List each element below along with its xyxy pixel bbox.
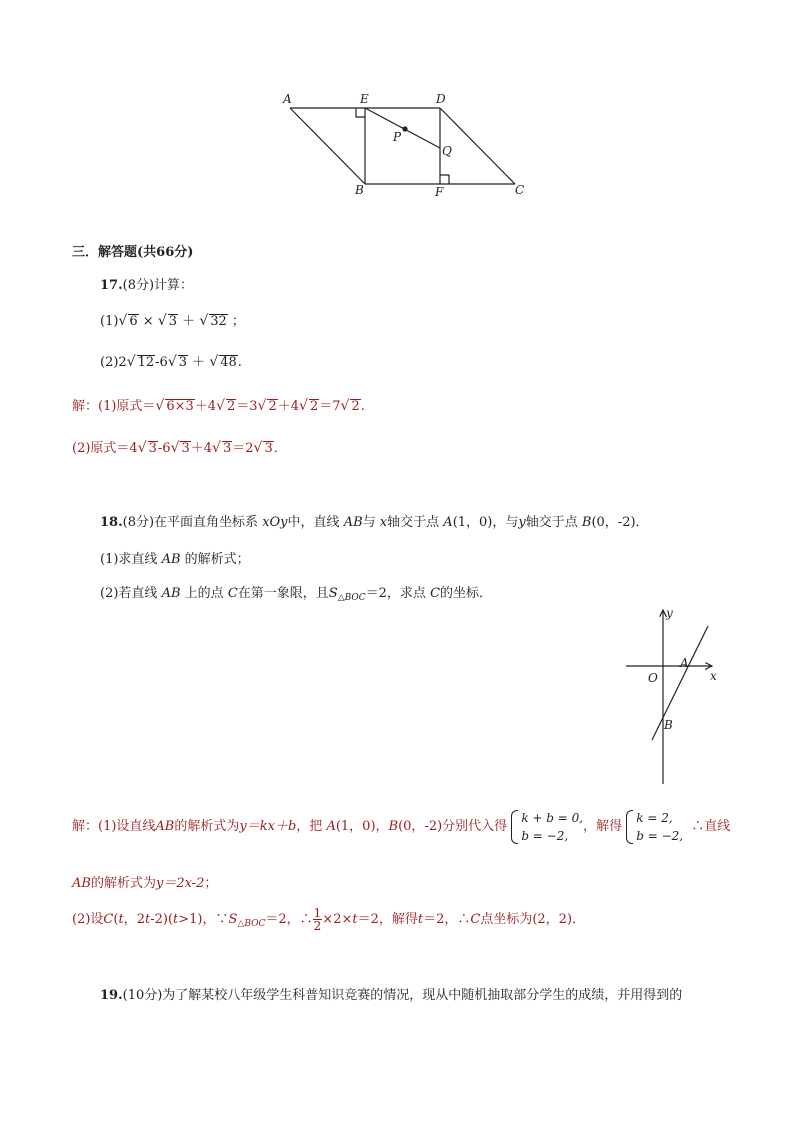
q17-sol1-eq2: ＝7 (319, 399, 341, 414)
label-Q: Q (442, 144, 452, 158)
q18-sol1c-ab: AB (72, 876, 91, 891)
q18-stem-e: (1，0)，与 (452, 515, 519, 530)
q18-solution-1-cont (72, 872, 217, 891)
q17-sol2-r1: 3 (148, 441, 157, 456)
q18-sol2-d: -2)( (150, 912, 174, 927)
q18-sol1c-a: 的解析式为 (90, 876, 156, 891)
q18-sys1-line1: k + b = 0, (521, 810, 584, 825)
q19-stem (100, 984, 682, 1003)
q18-equation-system-1 (511, 809, 583, 845)
q18-sol2-c-text: ，2 (123, 912, 145, 927)
q18-sol2-frac-den: 2 (313, 919, 322, 933)
line-ab (652, 626, 708, 740)
q18-stem (100, 511, 649, 530)
q17-sol2-r4: 3 (264, 441, 273, 456)
label-D: D (436, 92, 446, 106)
q18-a: A (443, 515, 453, 530)
q17-part1-radicand-3: 32 (210, 314, 227, 329)
q17-part1-radicand-1: 6 (129, 314, 138, 329)
q18-part1 (100, 548, 250, 567)
q18-stem-a: (8分)在平面直角坐标系 (122, 515, 259, 530)
q18-sol2-c: C (103, 912, 114, 927)
q18-solution-2 (72, 905, 585, 939)
label-F: F (435, 185, 444, 199)
q18-x: x (379, 515, 388, 530)
q17-sol1-r1: 6×3 (166, 399, 194, 414)
q18-p2-b: 上的点 (184, 586, 224, 601)
q17-part2: (2)2√ 12-6√ 3 ＋ √ 48. (100, 354, 242, 370)
q17-solution-1: 解：(1)原式＝√ 6×3＋4√ 2＝3√ 2＋4√ 2＝7√ 2. (72, 398, 365, 414)
q18-sol2-t1: t (118, 912, 124, 927)
q18-sol2-t3: t (173, 912, 179, 927)
q18-sol2-t2: t (144, 912, 151, 927)
q17-part2-plus: ＋ (192, 355, 206, 370)
q18-p1-ab: AB (161, 552, 181, 567)
right-angle-mark-F (440, 175, 449, 184)
q17-sol2-m1: -6 (157, 441, 171, 456)
q18-equation-system-2 (626, 809, 683, 845)
coordinate-graph (620, 604, 730, 789)
q18-p2-c2: C (430, 586, 441, 601)
label-E: E (360, 92, 369, 106)
q17-sol2-r2: 3 (181, 441, 190, 456)
q17-part1-plus: ＋ (182, 314, 196, 329)
q17-part1-label: (1) (100, 314, 119, 329)
q18-sol2-j: 点坐标为(2，2)． (480, 912, 586, 927)
q18-sol2-h: ＝2，解得 (357, 912, 418, 927)
q17-sol2-pre: (2)原式＝4 (72, 441, 138, 456)
q17-sol2-end: ． (273, 441, 287, 456)
q17-solution-2: (2)原式＝4√ 3-6√ 3＋4√ 3＝2√ 3． (72, 440, 287, 456)
q18-p2-a: (2)若直线 (100, 586, 158, 601)
q18-sol2-s: S (228, 912, 238, 927)
q18-xoy: xOy (262, 515, 288, 530)
q17-sol2-eq: ＝2 (232, 441, 254, 456)
q18-sol2-sub: △BOC (237, 919, 266, 929)
q18-p2-s: S (328, 586, 338, 601)
q18-sol1-d: (1，0)， (335, 819, 389, 834)
q17-part1-radicand-2: 3 (168, 314, 178, 329)
q17-part1: (1)√ 6 × √ 3 ＋ √ 32 ； (100, 313, 245, 329)
label-P: P (393, 130, 402, 144)
q18-sol1-e: (0，-2)分别代入得 (398, 819, 508, 834)
q18-sol1c-formula: y＝2x-2 (155, 876, 205, 891)
q18-sol1c-b: ； (204, 876, 218, 891)
q17-part2-mid: -6 (155, 355, 168, 370)
q18-sol2-i: ＝2，∴ (423, 912, 471, 927)
q19-number: 19. (100, 988, 123, 1003)
q18-sol2-t4: t (352, 912, 358, 927)
q18-sol1-formula: y＝kx＋b (239, 819, 297, 834)
q18-p2-c-text: 在第一象限，且 (237, 586, 329, 601)
q18-stem-g: (0，-2)． (591, 515, 649, 530)
graph-label-o: O (648, 671, 658, 685)
q18-solution-1 (72, 807, 730, 847)
q18-p2-sub: △BOC (337, 593, 366, 603)
q18-p2-ab: AB (161, 586, 181, 601)
q18-p2-d: ＝2，求点 (365, 586, 426, 601)
q18-sol2-f: ＝2，∴ (265, 912, 313, 927)
label-B: B (355, 183, 364, 197)
q18-number: 18. (100, 515, 123, 530)
q19-stem-text: (10分)为了解某校八年级学生科普知识竞赛的情况，现从中随机抽取部分学生的成绩，并用得到的 (122, 988, 683, 1003)
q18-p2-c: C (227, 586, 238, 601)
q18-sol2-frac-num: 1 (313, 906, 322, 920)
q18-b: B (581, 515, 592, 530)
segment-AB (290, 108, 365, 184)
q18-sol1-c: ，把 (296, 819, 323, 834)
q17-sol2-r3: 3 (222, 441, 232, 456)
q17-sol1-r5: 2 (351, 399, 360, 414)
segment-EQ (365, 108, 440, 148)
q18-p2-e: 的坐标． (440, 586, 493, 601)
q17-sol1-pre: 解：(1)原式＝ (72, 399, 156, 414)
q17-sol1-p2: ＋4 (277, 399, 300, 414)
parallelogram-figure (270, 88, 540, 203)
q18-sys2-line2: b = −2, (636, 828, 684, 843)
q17-part2-radicand-2: 3 (178, 355, 188, 370)
q18-sol1-pb: B (388, 819, 399, 834)
q17-sol1-end: . (360, 399, 365, 414)
q18-p1-b: 的解析式； (184, 552, 250, 567)
q18-sol2-g: ×2× (322, 912, 353, 927)
q18-p1-a: (1)求直线 (100, 552, 158, 567)
q18-sol2-c2: C (470, 912, 481, 927)
q17-sol1-r4: 2 (309, 399, 319, 414)
q18-stem-f: 轴交于点 (525, 515, 578, 530)
graph-label-x: x (710, 669, 717, 683)
q18-sol2-a: (2)设 (72, 912, 104, 927)
q17-part2-radicand-1: 12 (137, 355, 155, 370)
q18-sol1-ab: AB (155, 819, 175, 834)
q17-part2-pre: (2)2 (100, 355, 127, 370)
q18-sys2-line1: k = 2, (636, 810, 673, 825)
q18-sol1-f: ，解得 (583, 819, 623, 834)
q17-sol1-eq1: ＝3 (236, 399, 258, 414)
label-A: A (283, 92, 292, 106)
q18-stem-b: 中，直线 (287, 515, 340, 530)
graph-label-a: A (680, 656, 689, 670)
q17-number: 17. (100, 278, 123, 293)
q18-sol1-a: 解：(1)设直线 (72, 819, 156, 834)
q18-sol2-fraction (313, 907, 323, 932)
q18-sol2-b: ( (113, 912, 119, 927)
q18-sol2-e: >1)，∵ (178, 912, 229, 927)
q17-sol1-r3: 2 (268, 399, 277, 414)
q17-sol2-p1: ＋4 (190, 441, 213, 456)
graph-label-y: y (666, 606, 673, 620)
q18-sol1-g: ∴直线 (691, 819, 731, 834)
graph-label-b: B (664, 718, 673, 732)
q17-sol1-p1: ＋4 (194, 399, 217, 414)
q18-sol1-b: 的解析式为 (174, 819, 240, 834)
q18-sol1-pa: A (326, 819, 336, 834)
q18-sol2-t5: t (417, 912, 424, 927)
q17-intro: (8分)计算： (122, 278, 194, 293)
point-P (402, 126, 407, 131)
q17-part1-end: ； (231, 314, 245, 329)
q18-stem-d: 轴交于点 (387, 515, 440, 530)
q17-part2-radicand-3: 48 (220, 355, 237, 370)
q17-part2-end: . (237, 355, 242, 370)
q18-stem-c: 与 (362, 515, 376, 530)
q17-stem (100, 274, 193, 293)
label-C: C (515, 183, 525, 197)
q17-sol1-r2: 2 (226, 399, 236, 414)
right-angle-mark-E (356, 108, 365, 117)
q17-part1-times: × (142, 314, 154, 329)
section-heading: 三．解答题(共66分) (72, 245, 194, 260)
q18-part2 (100, 582, 492, 603)
q18-ab: AB (343, 515, 363, 530)
q18-sys1-line2: b = −2, (521, 828, 569, 843)
q18-y: y (518, 515, 526, 530)
